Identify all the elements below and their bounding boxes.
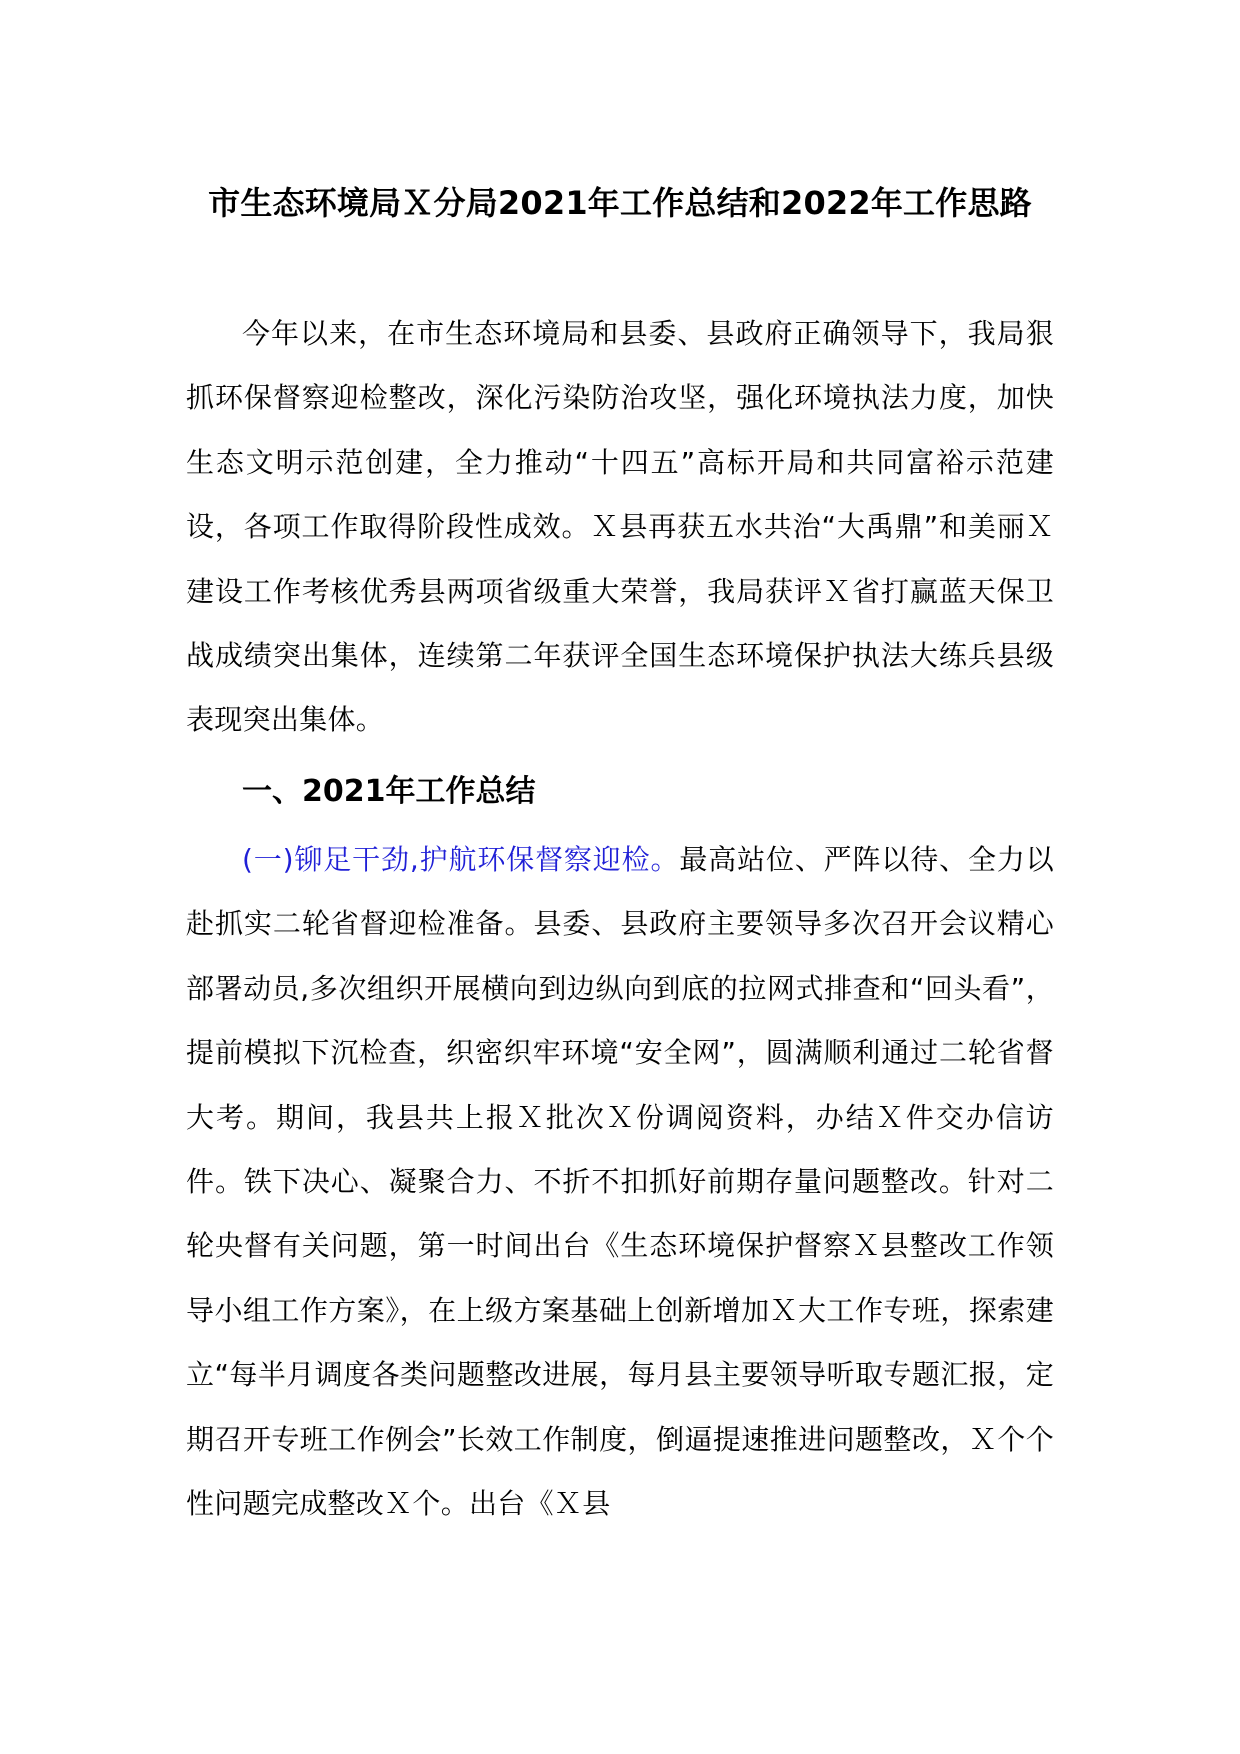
document-title: 市生态环境局Ｘ分局2021年工作总结和2022年工作思路 (208, 184, 1032, 222)
intro-paragraph: 今年以来，在市生态环境局和县委、县政府正确领导下，我局狠抓环保督察迎检整改，深化污染防治攻坚，强化环境执法力度，加快生态文明示范创建，全力推动“十四五”高标开局和共同富裕示范建设，各项工作取得阶段性成效。Ｘ县再获五水共治“大禹鼎”和美丽Ｘ建设工作考核优秀县两项省级重大荣誉，我局获评Ｘ省打赢蓝天保卫战成绩突出集体，连续第二年获评全国生态环境保护执法大练兵县级表现突出集体。 (186, 317, 1054, 737)
subsection-lead-in: (一)铆足干劲,护航环保督察迎检。 (242, 843, 680, 876)
subsection-paragraph (186, 828, 1054, 1536)
section-heading: 一、2021年工作总结 (242, 774, 536, 809)
subsection-body: 最高站位、严阵以待、全力以赴抓实二轮省督迎检准备。县委、县政府主要领导多次召开会议精心部署动员,多次组织开展横向到边纵向到底的拉网式排查和“回头看”，提前模拟下沉检查，织密织牢环境“安全网”，圆满顺利通过二轮省督大考。期间，我县共上报Ｘ批次Ｘ份调阅资料，办结Ｘ件交办信访件。铁下决心、凝聚合力、不折不扣抓好前期存量问题整改。针对二轮央督有关问题，第一时间出台《生态环境保护督察Ｘ县整改工作领导小组工作方案》，在上级方案基础上创新增加Ｘ大工作专班，探索建立“每半月调度各类问题整改进展，每月县主要领导听取专题汇报，定期召开专班工作例会”长效工作制度，倒逼提速推进问题整改，Ｘ个个性问题完成整改Ｘ个。出台《Ｘ县 (186, 843, 1054, 1521)
